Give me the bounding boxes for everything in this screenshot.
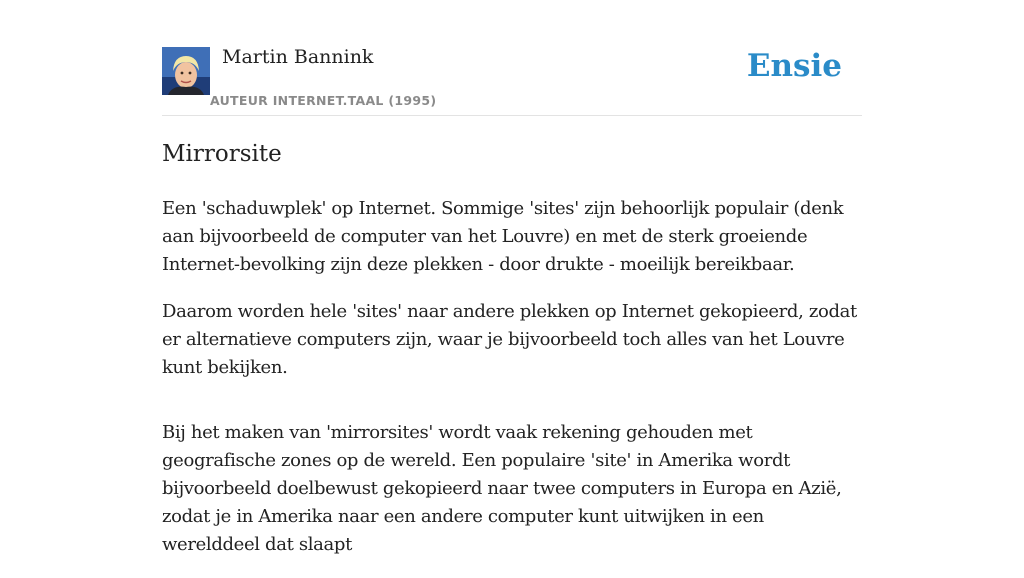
- author-subtitle: AUTEUR INTERNET.TAAL (1995): [210, 93, 437, 108]
- author-name[interactable]: Martin Bannink: [222, 46, 374, 68]
- avatar-portrait-icon: [162, 47, 210, 95]
- author-header: [162, 44, 862, 116]
- ensie-logo-link[interactable]: Ensie: [746, 48, 842, 84]
- article-title: Mirrorsite: [162, 141, 282, 167]
- author-avatar[interactable]: [162, 47, 210, 95]
- article-paragraph: Daarom worden hele 'sites' naar andere plekken op Internet gekopieerd, zodat er alternatieve computers zijn, waar je bijvoorbeeld toch alles van het Louvre kunt bekijken.: [162, 301, 857, 378]
- article-paragraph: Bij het maken van 'mirrorsites' wordt vaak rekening gehouden met geografische zones op de wereld. Een populaire 'site' in Amerika wordt bijvoorbeeld doelbewust gekopieerd naar twee computers in Europa en Azië, zodat je in Amerika naar een andere computer kunt uitwijken in een werelddeel dat slaapt: [162, 422, 842, 555]
- article-paragraph: Een 'schaduwplek' op Internet. Sommige 'sites' zijn behoorlijk populair (denk aan bijvoorbeeld de computer van het Louvre) en met de sterk groeiende Internet-bevolking zijn deze plekken - door drukte - moeilijk bereikbaar.: [162, 198, 844, 275]
- article-body: [162, 137, 866, 578]
